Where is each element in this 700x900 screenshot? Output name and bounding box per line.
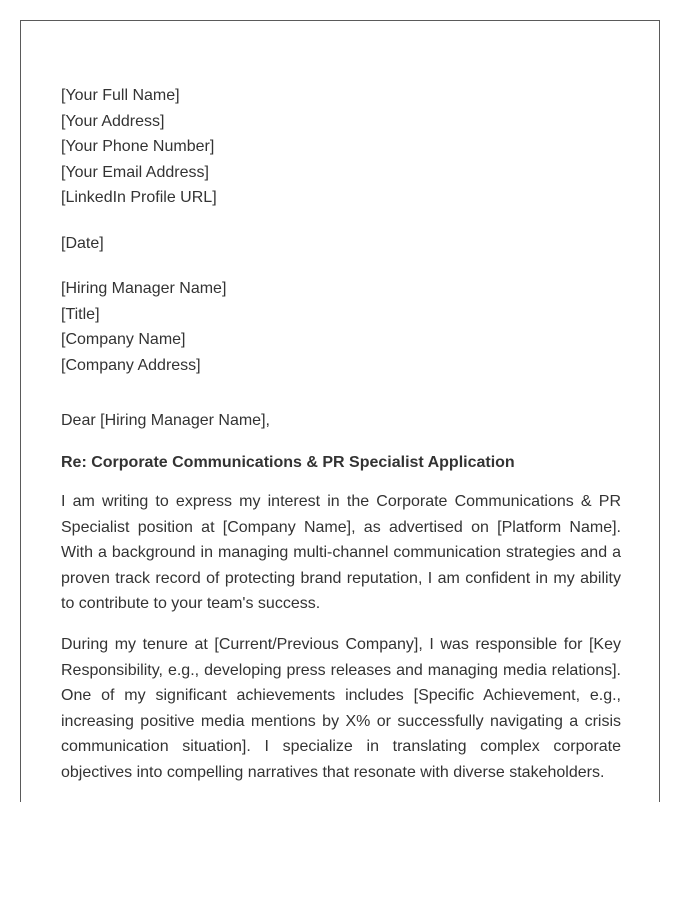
recipient-address: [Company Address] [61,356,201,374]
recipient-title: [Title] [61,305,100,323]
letter-date: [Date] [61,234,104,252]
sender-linkedin: [LinkedIn Profile URL] [61,189,217,206]
salutation: Dear [Hiring Manager Name], [61,412,270,429]
recipient-name: [Hiring Manager Name] [61,280,227,297]
date-block [61,231,621,257]
body-paragraph-1: I am writing to express my interest in the Corporate Communications & PR Specialist position at [Company Name], as advertised on [Platform Name]. With a background in managing multi-channel communication strategies and a proven track record of protecting brand reputation, I am confident in my ability to contribute to your team's success. [61,493,621,613]
body-paragraph-2: During my tenure at [Current/Previous Company], I was responsible for [Key Responsibility, e.g., developing press releases and managing media relations]. One of my significant achievements includes [Specific Achievement, e.g., increasing positive media mentions by X% or successfully navigating a crisis communication situation]. I specialize in translating complex corporate objectives into compelling narratives that resonate with diverse stakeholders. [61,635,621,781]
sender-email: [Your Email Address] [61,163,209,181]
subject-line: Re: Corporate Communications & PR Specialist Application [61,453,515,471]
recipient-block [61,276,621,378]
sender-name: [Your Full Name] [61,87,180,104]
letter-content [61,83,621,786]
recipient-company: [Company Name] [61,331,186,348]
sender-block [61,83,621,211]
sender-phone: [Your Phone Number] [61,138,215,155]
letter-page [20,20,660,802]
sender-address: [Your Address] [61,112,165,130]
